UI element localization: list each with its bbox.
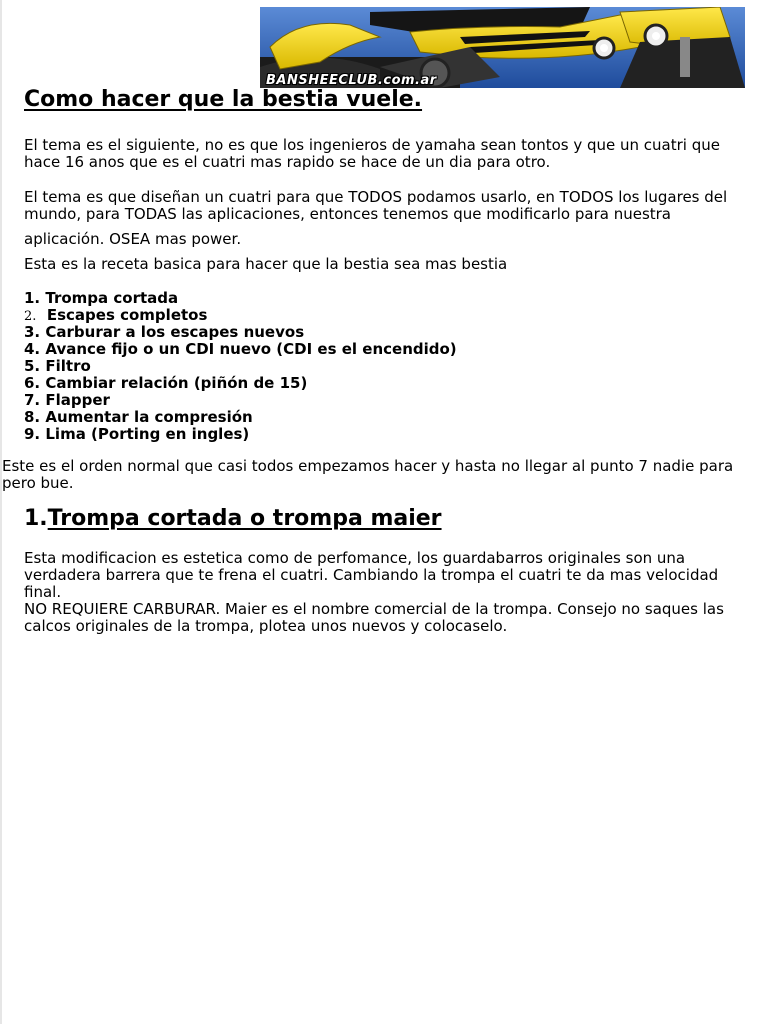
order-note-paragraph: Este es el orden normal que casi todos empezamos hacer y hasta no llegar al punto 7 nadie para pero bue. bbox=[2, 457, 734, 492]
step-label: Lima (Porting en ingles) bbox=[45, 425, 250, 443]
banner-watermark: BANSHEECLUB.com.ar bbox=[266, 73, 437, 88]
list-item bbox=[24, 324, 457, 341]
list-item bbox=[24, 341, 457, 358]
step-number: 5. bbox=[24, 357, 41, 375]
step-number: 1. bbox=[24, 289, 41, 307]
design-paragraph-end: aplicación. OSEA mas power. bbox=[24, 230, 242, 248]
step-label: Trompa cortada bbox=[45, 289, 179, 307]
banner-image bbox=[260, 7, 745, 88]
article-title: Como hacer que la bestia vuele. bbox=[24, 87, 423, 112]
step-number: 4. bbox=[24, 340, 41, 358]
step-label: Carburar a los escapes nuevos bbox=[45, 323, 305, 341]
intro-paragraph: El tema es el siguiente, no es que los ingenieros de yamaha sean tontos y que un cuatri que hace 16 anos que es el cuatri mas rapido se hace de un dia para otro. bbox=[24, 136, 720, 171]
design-paragraph: El tema es que diseñan un cuatri para que TODOS podamos usarlo, en TODOS los lugares del mundo, para TODAS las aplicaciones, entonces tenemos que modificarlo para nuestra bbox=[24, 188, 728, 223]
list-item bbox=[24, 358, 457, 375]
modification-steps-list bbox=[24, 290, 457, 443]
list-item bbox=[24, 375, 457, 392]
step-number: 3. bbox=[24, 323, 41, 341]
step-number: 8. bbox=[24, 408, 41, 426]
step-number: 6. bbox=[24, 374, 41, 392]
section-paragraph: NO REQUIERE CARBURAR. Maier es el nombre comercial de la trompa. Consejo no saques las calcos originales de la trompa, plotea unos nuevos y colocaselo. bbox=[24, 600, 724, 635]
list-item bbox=[24, 409, 457, 426]
page-edge bbox=[0, 0, 2, 1024]
step-label: Filtro bbox=[45, 357, 91, 375]
step-number: 9. bbox=[24, 425, 41, 443]
section-heading bbox=[24, 505, 442, 533]
section-paragraph: Esta modificacion es estetica como de perfomance, los guardabarros originales son una verdadera barrera que te frena el cuatri. Cambiando la trompa el cuatri te da mas velocidad final. bbox=[24, 549, 719, 601]
section-number: 1. bbox=[24, 506, 48, 531]
step-number: 2. bbox=[24, 309, 37, 324]
recipe-intro: Esta es la receta basica para hacer que la bestia sea mas bestia bbox=[24, 255, 508, 273]
step-number: 7. bbox=[24, 391, 41, 409]
section-title-text: Trompa cortada o trompa maier bbox=[47, 506, 442, 531]
list-item bbox=[24, 307, 457, 324]
step-label: Escapes completos bbox=[46, 306, 208, 324]
list-item bbox=[24, 426, 457, 443]
step-label: Avance fijo o un CDI nuevo (CDI es el encendido) bbox=[45, 340, 457, 358]
list-item bbox=[24, 392, 457, 409]
step-label: Aumentar la compresión bbox=[45, 408, 253, 426]
step-label: Cambiar relación (piñón de 15) bbox=[45, 374, 308, 392]
list-item bbox=[24, 290, 457, 307]
step-label: Flapper bbox=[45, 391, 110, 409]
